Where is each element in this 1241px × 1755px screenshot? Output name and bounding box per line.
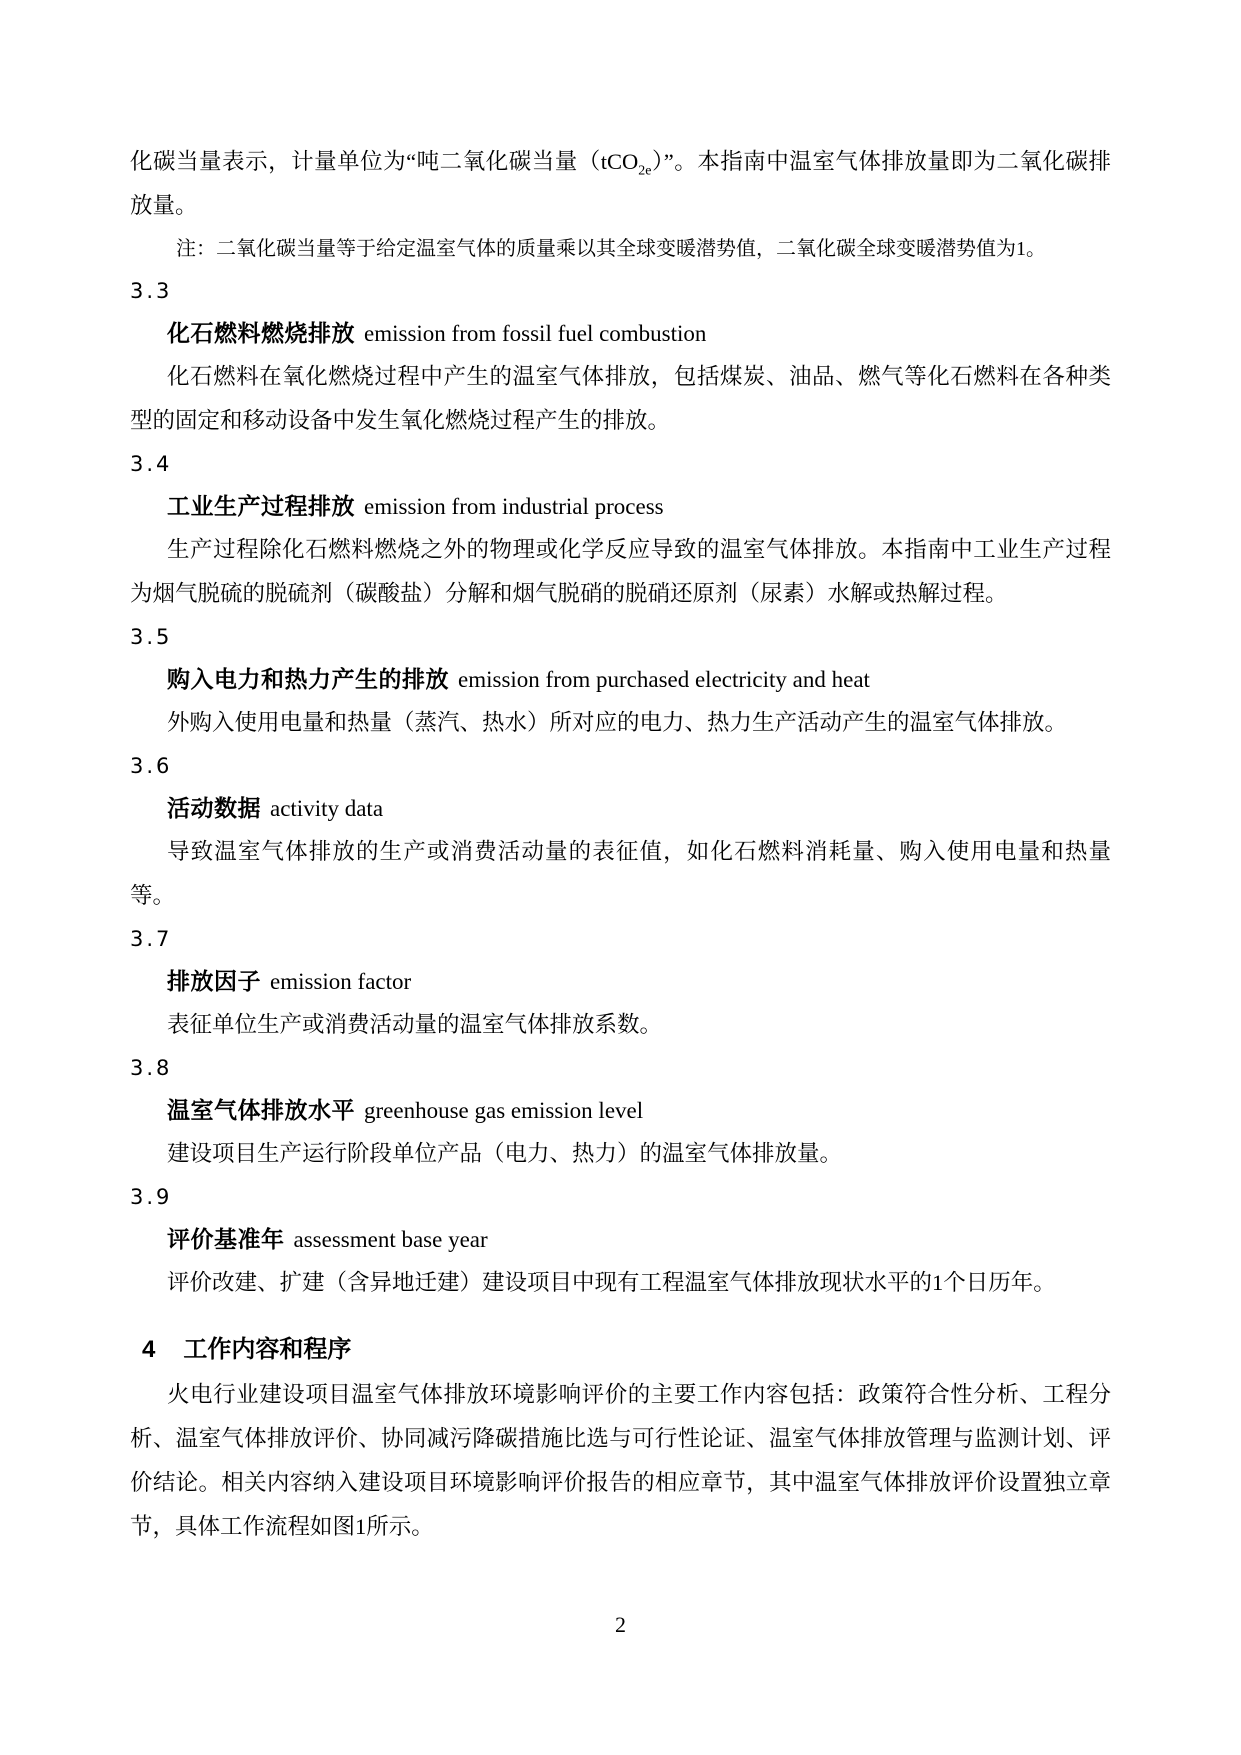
- term-zh: 排放因子: [167, 968, 261, 994]
- term-en: emission factor: [270, 969, 412, 994]
- intro-paragraph: [130, 140, 1111, 228]
- term-en: activity data: [270, 796, 384, 821]
- clause-number: 3.3: [130, 279, 173, 303]
- term-zh: 工业生产过程排放: [167, 493, 355, 519]
- term-en: emission from fossil fuel combustion: [364, 321, 707, 346]
- term-en: greenhouse gas emission level: [364, 1098, 644, 1123]
- section-number: 4: [142, 1336, 156, 1363]
- term-en: emission from industrial process: [364, 494, 664, 519]
- clause-body: 化石燃料在氧化燃烧过程中产生的温室气体排放，包括煤炭、油品、燃气等化石燃料在各种类型的固定和移动设备中发生氧化燃烧过程产生的排放。: [130, 364, 1111, 433]
- clause-number: 3.6: [130, 754, 173, 778]
- clause-3-8: [130, 1047, 1111, 1176]
- term-zh: 活动数据: [167, 795, 261, 821]
- clause-body: 导致温室气体排放的生产或消费活动量的表征值，如化石燃料消耗量、购入使用电量和热量等。: [130, 839, 1111, 908]
- clause-3-9: [130, 1176, 1111, 1305]
- term-heading: [130, 485, 1111, 528]
- term-heading: [130, 960, 1111, 1003]
- term-en: emission from purchased electricity and heat: [458, 667, 870, 692]
- term-zh: 化石燃料燃烧排放: [167, 320, 355, 346]
- clause-3-7: [130, 918, 1111, 1047]
- term-heading: [130, 1089, 1111, 1132]
- term-heading: [130, 1218, 1111, 1261]
- section-title: 工作内容和程序: [183, 1336, 352, 1363]
- term-heading: [130, 312, 1111, 355]
- term-heading: [130, 658, 1111, 701]
- clause-body: 生产过程除化石燃料燃烧之外的物理或化学反应导致的温室气体排放。本指南中工业生产过程为烟气脱硫的脱硫剂（碳酸盐）分解和烟气脱硝的脱硝还原剂（尿素）水解或热解过程。: [130, 537, 1111, 606]
- page-content: [130, 140, 1111, 1549]
- term-zh: 评价基准年: [167, 1226, 285, 1252]
- section-body: 火电行业建设项目温室气体排放环境影响评价的主要工作内容包括：政策符合性分析、工程分析、温室气体排放评价、协同减污降碳措施比选与可行性论证、温室气体排放管理与监测计划、评价结论。相关内容纳入建设项目环境影响评价报告的相应章节，其中温室气体排放评价设置独立章节，具体工作流程如图1所示。: [130, 1382, 1111, 1539]
- term-heading: [130, 787, 1111, 830]
- clause-number: 3.5: [130, 625, 173, 649]
- clause-3-5: [130, 616, 1111, 745]
- clause-3-4: [130, 443, 1111, 616]
- section-heading: [130, 1327, 1111, 1373]
- term-zh: 购入电力和热力产生的排放: [167, 666, 449, 692]
- clause-number: 3.4: [130, 452, 173, 476]
- clause-body: 建设项目生产运行阶段单位产品（电力、热力）的温室气体排放量。: [167, 1141, 843, 1166]
- clause-number: 3.7: [130, 927, 173, 951]
- clause-3-3: [130, 270, 1111, 443]
- section-4: [130, 1327, 1111, 1549]
- clause-body: 外购入使用电量和热量（蒸汽、热水）所对应的电力、热力生产活动产生的温室气体排放。: [167, 710, 1068, 735]
- note-text: 注：二氧化碳当量等于给定温室气体的质量乘以其全球变暖潜势值，二氧化碳全球变暖潜势值为1。: [176, 238, 1046, 260]
- clause-3-6: [130, 745, 1111, 918]
- page-number: 2: [615, 1612, 626, 1637]
- term-en: assessment base year: [293, 1227, 488, 1252]
- clause-body: 表征单位生产或消费活动量的温室气体排放系数。: [167, 1012, 663, 1037]
- clause-body: 评价改建、扩建（含异地迁建）建设项目中现有工程温室气体排放现状水平的1个日历年。: [167, 1270, 1056, 1295]
- term-zh: 温室气体排放水平: [167, 1097, 355, 1123]
- clause-number: 3.8: [130, 1056, 173, 1080]
- intro-text-post: ）”。本指南中温室气体排放量即为二氧化碳排放量。: [130, 149, 1111, 218]
- co2e-subscript: 2e: [638, 163, 652, 179]
- intro-text-pre: 化碳当量表示，计量单位为“吨二氧化碳当量（tCO: [130, 149, 639, 174]
- clause-number: 3.9: [130, 1185, 173, 1209]
